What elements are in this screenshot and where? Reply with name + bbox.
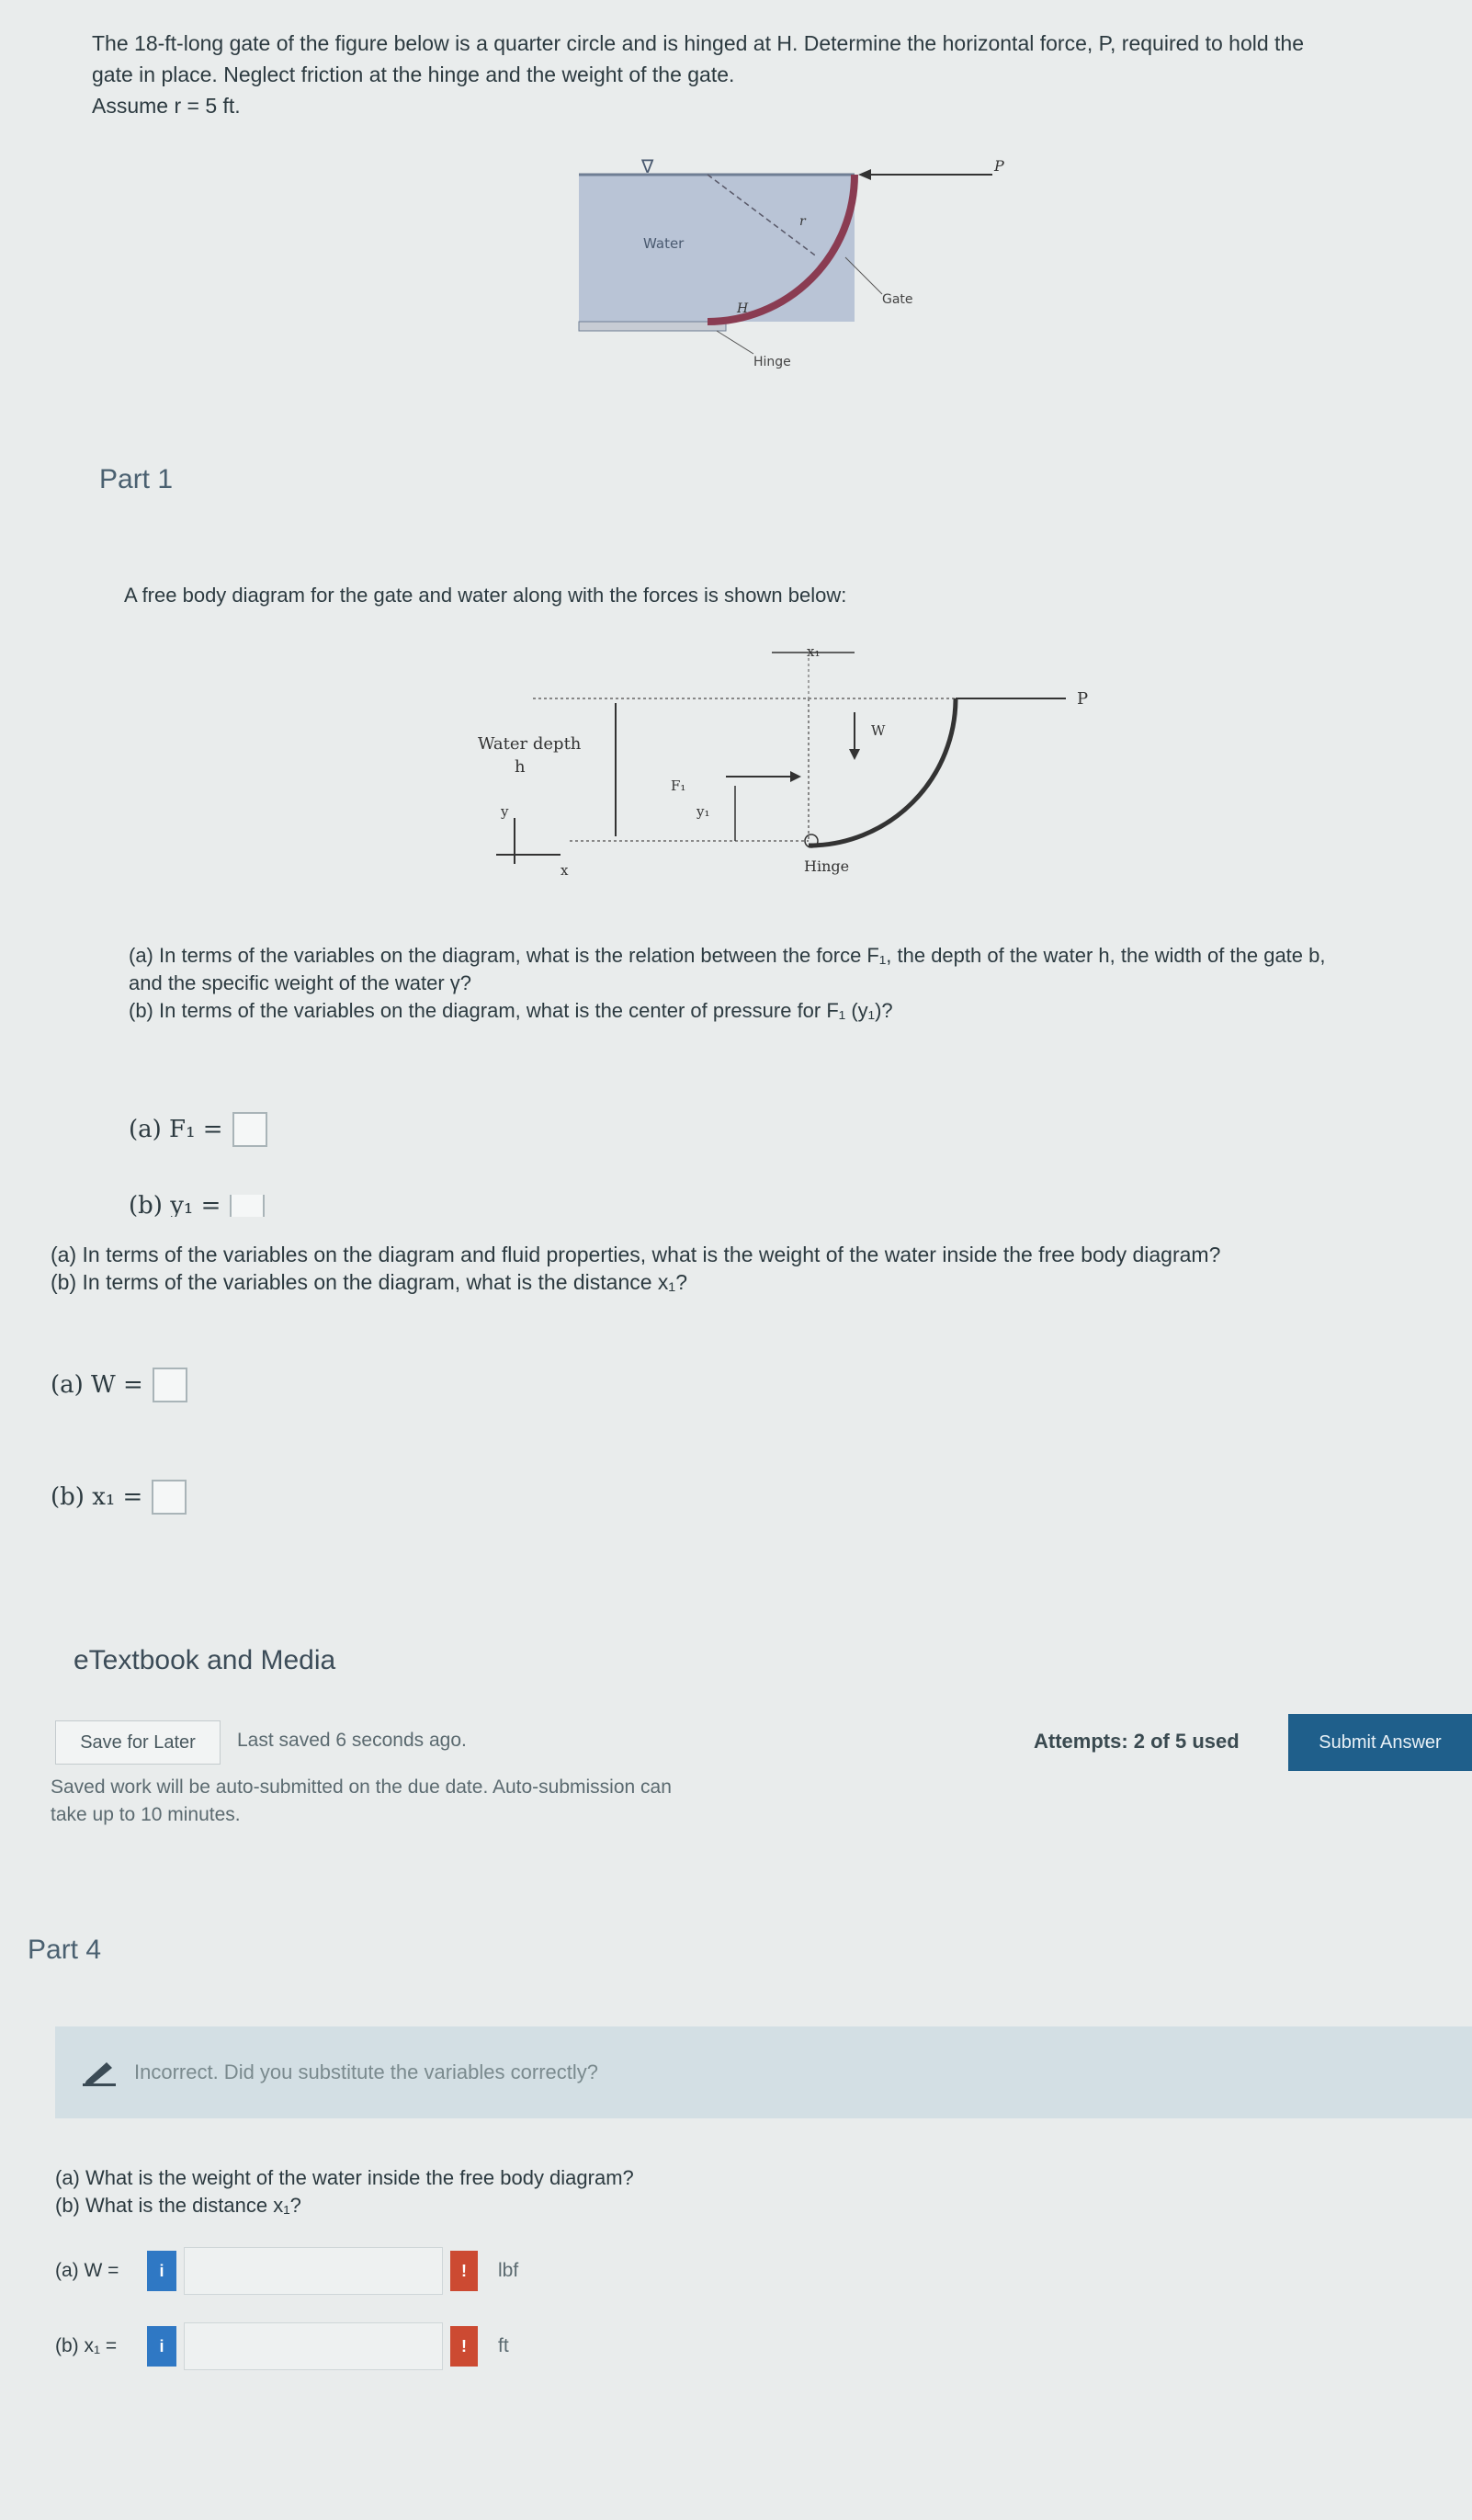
pencil-icon [83, 2059, 116, 2086]
part1-answer-a-box[interactable] [232, 1112, 267, 1147]
feedback-text: Incorrect. Did you substitute the variables correctly? [134, 2060, 599, 2083]
problem-line-1: The 18-ft-long gate of the figure below is a quarter circle and is hinged at H. Determine the horizontal force, P, required to hold the [92, 31, 1304, 55]
last-saved-text: Last saved 6 seconds ago. [237, 1730, 467, 1751]
part3-questions [51, 1241, 1447, 1296]
attempts-counter: Attempts: 2 of 5 used [1034, 1730, 1240, 1753]
error-icon[interactable]: ! [450, 2251, 478, 2291]
part3-answer-b-box[interactable] [152, 1480, 187, 1515]
f1-label: F₁ [671, 778, 686, 794]
part-1-title: Part 1 [99, 464, 174, 494]
w-arrowhead [849, 749, 860, 760]
save-for-later-button[interactable]: Save for Later [55, 1720, 221, 1765]
fbd-h-label: h [515, 757, 526, 777]
water-label: Water [643, 235, 685, 252]
unit-ft: ft [498, 2335, 509, 2356]
part3-question-b: (b) In terms of the variables on the diagram, what is the distance x₁? [51, 1270, 687, 1294]
part4-question-b: (b) What is the distance x₁? [55, 2194, 301, 2217]
part1-answer-b-label: (b) y₁ = [129, 1195, 221, 1217]
gate-figure [570, 156, 1011, 395]
part1-question-a: (a) In terms of the variables on the diagram, what is the relation between the force F₁, the depth of the water h, the width of the gate b, [129, 944, 1326, 967]
y1-label: y₁ [696, 803, 710, 820]
part3-question-a: (a) In terms of the variables on the diagram and fluid properties, what is the weight of the water inside the free body diagram? [51, 1243, 1221, 1266]
part1-answer-a [129, 1112, 267, 1147]
problem-statement [92, 28, 1452, 121]
info-icon[interactable]: i [147, 2326, 176, 2367]
weight-input[interactable] [184, 2247, 443, 2295]
force-p-arrowhead [858, 169, 871, 180]
part4-row-a [55, 2247, 518, 2295]
part-4-title: Part 4 [28, 1935, 102, 1965]
f1-arrowhead [790, 771, 801, 782]
part4-row-b-label: (b) x₁ = [55, 2335, 118, 2356]
part4-row-a-label: (a) W = [55, 2260, 119, 2281]
part3-answer-a-label: (a) W = [51, 1371, 143, 1399]
part3-answer-a-box[interactable] [153, 1368, 187, 1402]
feedback-banner [55, 2026, 1472, 2118]
w-label: W [871, 722, 886, 739]
part1-question-a-cont: and the specific weight of the water γ? [129, 971, 471, 994]
submit-answer-button[interactable]: Submit Answer [1288, 1714, 1472, 1771]
part3-answer-b [51, 1480, 187, 1515]
floor-slab [579, 322, 726, 331]
force-p-label: P [994, 157, 1004, 175]
etextbook-media-link[interactable]: eTextbook and Media [74, 1645, 336, 1675]
h-label: H [737, 301, 749, 316]
part1-answer-b-box[interactable] [230, 1195, 265, 1217]
autosubmit-notice: Saved work will be auto-submitted on the due date. Auto-submission can take up to 10 minutes. [51, 1776, 672, 1825]
gate-label: Gate [882, 292, 913, 307]
part1-questions [129, 942, 1452, 1025]
part1-answer-b [129, 1195, 265, 1217]
y-axis-label: y [501, 803, 509, 820]
hinge-leader [717, 331, 753, 354]
unit-lbf: lbf [498, 2260, 519, 2281]
info-icon[interactable]: i [147, 2251, 176, 2291]
radius-label: r [799, 214, 806, 229]
water-depth-label: Water depth [478, 734, 582, 754]
part4-row-b [55, 2322, 509, 2370]
hinge-label: Hinge [753, 355, 791, 369]
fbd-p-label: P [1077, 689, 1089, 709]
problem-line-2: gate in place. Neglect friction at the hinge and the weight of the gate. [92, 62, 735, 86]
part3-answer-a [51, 1368, 187, 1402]
part4-question-a: (a) What is the weight of the water inside the free body diagram? [55, 2166, 634, 2189]
fbd-hinge-label: Hinge [804, 857, 850, 875]
distance-input[interactable] [184, 2322, 443, 2370]
error-icon[interactable]: ! [450, 2326, 478, 2367]
free-body-diagram [459, 634, 1121, 891]
fbd-gate-arc [809, 698, 956, 846]
part1-answer-a-label: (a) F₁ = [129, 1116, 223, 1143]
problem-line-3: Assume r = 5 ft. [92, 94, 241, 118]
part3-answer-b-label: (b) x₁ = [51, 1483, 143, 1511]
x-axis-label: x [560, 862, 569, 879]
fbd-intro: A free body diagram for the gate and water along with the forces is shown below: [124, 584, 847, 607]
x1-label: x₁ [807, 643, 821, 660]
surface-symbol: ∇ [641, 156, 654, 177]
part1-question-b: (b) In terms of the variables on the diagram, what is the center of pressure for F₁ (y₁)? [129, 999, 893, 1022]
part4-questions [55, 2164, 882, 2219]
